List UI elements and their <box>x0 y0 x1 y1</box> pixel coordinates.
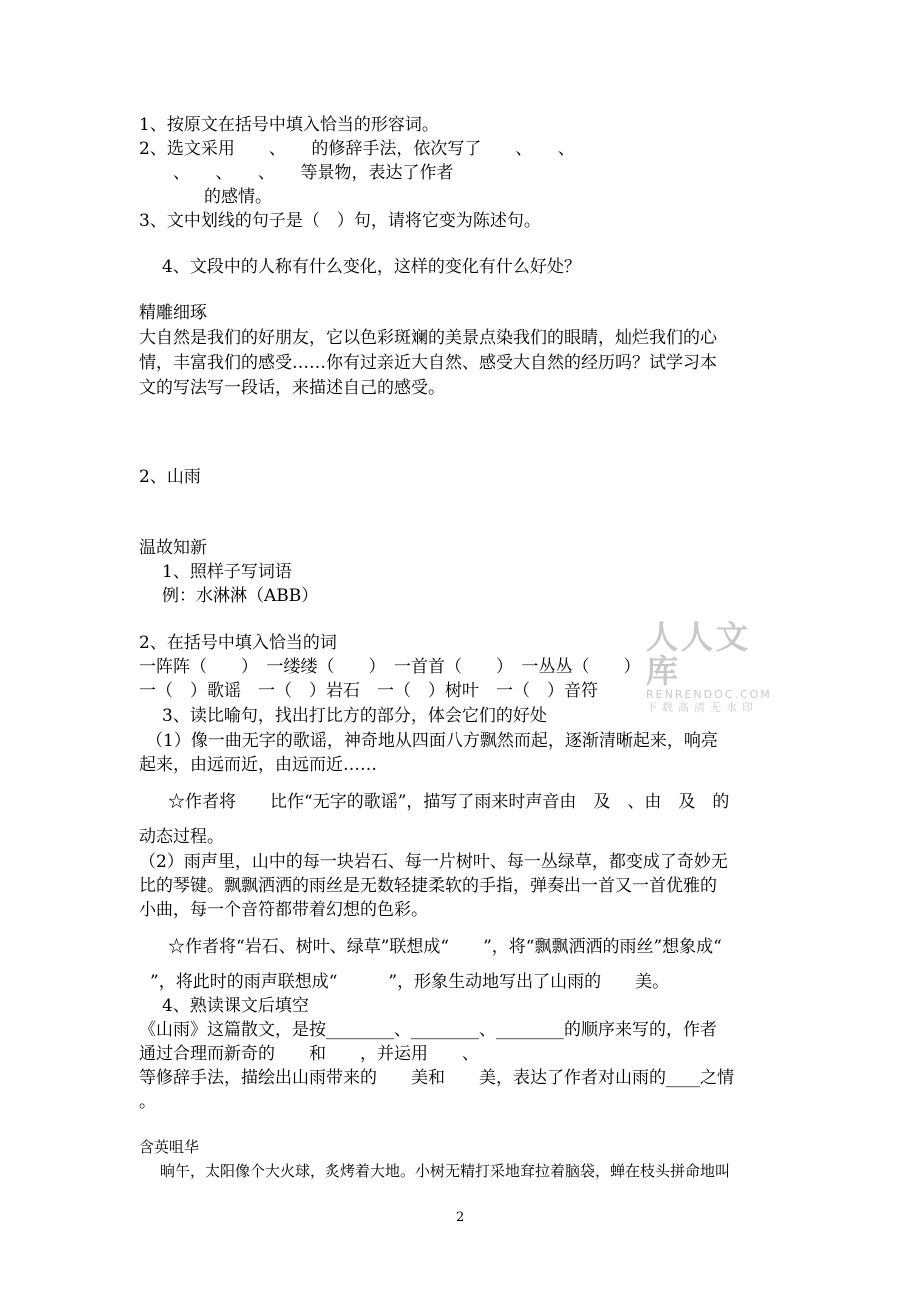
fill-line-3 <box>139 1067 734 1089</box>
fill-blank: ____ <box>666 1068 700 1088</box>
watermark-url: RENRENDOC.COM <box>646 688 772 701</box>
question-3: 3、文中划线的句子是（ ）句，请将它变为陈述句。 <box>139 211 541 231</box>
answer-1-line-2: 动态过程。 <box>139 827 224 847</box>
simile-2-line-2: 比的琴键。飘飘洒洒的雨丝是无数轻捷柔软的手指，弹奏出一首又一首优雅的 <box>139 876 717 896</box>
jingdiao-paragraph-line-3: 文的写法写一段话，来描述自己的感受。 <box>139 378 445 398</box>
wengu-question-2: 2、在括号中填入恰当的词 <box>139 633 337 653</box>
fill-line-4: 。 <box>139 1092 156 1112</box>
watermark-title: 人人文库 <box>646 618 752 690</box>
section-heading-wengu: 温故知新 <box>139 538 207 558</box>
hanying-paragraph-line-1: 晌午，太阳像个大火球，炙烤着大地。小树无精打采地耷拉着脑袋，蝉在枝头拼命地叫 <box>160 1162 731 1180</box>
simile-2-line-1: （2）雨声里，山中的每一块岩石、每一片树叶、每一丛绿草，都变成了奇妙无 <box>139 852 728 872</box>
jingdiao-paragraph-line-1: 大自然是我们的好朋友，它以色彩斑斓的美景点染我们的眼睛，灿烂我们的心 <box>139 328 717 348</box>
question-2-line-3: 的感情。 <box>204 187 272 207</box>
fill-line-1 <box>139 1019 717 1041</box>
question-1: 1、按原文在括号中填入恰当的形容词。 <box>139 115 439 135</box>
fill-blank: ________ <box>326 1020 394 1040</box>
word-fill-row-1: 一阵阵（ ） 一缕缕（ ） 一首首（ ） 一丛丛（ ） <box>139 657 641 677</box>
section-heading-jingdiao: 精雕细琢 <box>139 303 207 323</box>
wengu-question-3: 3、读比喻句，找出打比方的部分，体会它们的好处 <box>162 706 547 726</box>
simile-1-line-1: （1）像一曲无字的歌谣，神奇地从四面八方飘然而起，逐渐清晰起来，响亮 <box>146 731 718 751</box>
watermark-subtitle: 下载高清无水印 <box>646 701 758 714</box>
answer-2-line-2: ”，将此时的雨声联想成“ ”，形象生动地写出了山雨的 美。 <box>150 972 670 992</box>
lesson-title: 2、山雨 <box>139 467 201 487</box>
watermark-logo <box>646 620 776 715</box>
answer-1-line-1: ☆作者将 比作“无字的歌谣”，描写了雨来时声音由 及 、由 及 的 <box>168 792 730 812</box>
simile-1-line-2: 起来，由远而近，由远而近…… <box>139 755 377 775</box>
question-4: 4、文段中的人称有什么变化，这样的变化有什么好处？ <box>162 257 581 277</box>
jingdiao-paragraph-line-2: 情，丰富我们的感受……你有过亲近大自然、感受大自然的经历吗？试学习本 <box>139 353 717 373</box>
wengu-question-4: 4、熟读课文后填空 <box>162 996 309 1016</box>
page-number: 2 <box>456 1210 465 1225</box>
fill-text: 、 <box>394 1020 411 1040</box>
fill-text: 的顺序来写的，作者 <box>564 1020 717 1040</box>
answer-2-line-1: ☆作者将“岩石、树叶、绿草”联想成“ ”，将“飘飘洒洒的雨丝”想象成“ <box>168 937 722 957</box>
fill-line-2: 通过合理而新奇的 和 ，并运用 、 <box>139 1044 479 1064</box>
simile-2-line-3: 小曲，每一个音符都带着幻想的色彩。 <box>139 900 428 920</box>
wengu-question-1: 1、照样子写词语 <box>162 562 292 582</box>
wengu-example: 例：水淋淋（ABB） <box>162 586 319 606</box>
question-2-line-1: 2、选文采用 、 的修辞手法，依次写了 、 、 <box>139 139 575 159</box>
fill-blank: ________ <box>496 1020 564 1040</box>
fill-text: 《山雨》这篇散文，是按 <box>139 1020 326 1040</box>
word-fill-row-2: 一（ ）歌谣 一（ ）岩石 一（ ）树叶 一（ ）音符 <box>139 681 598 701</box>
question-2-line-2: 、 、 、 等景物，表达了作者 <box>139 163 454 183</box>
fill-text: 等修辞手法，描绘出山雨带来的 美和 美，表达了作者对山雨的 <box>139 1068 666 1088</box>
fill-blank: ________ <box>411 1020 479 1040</box>
fill-text: 、 <box>479 1020 496 1040</box>
section-heading-hanying: 含英咀华 <box>139 1138 200 1156</box>
fill-text: 之情 <box>700 1068 734 1088</box>
